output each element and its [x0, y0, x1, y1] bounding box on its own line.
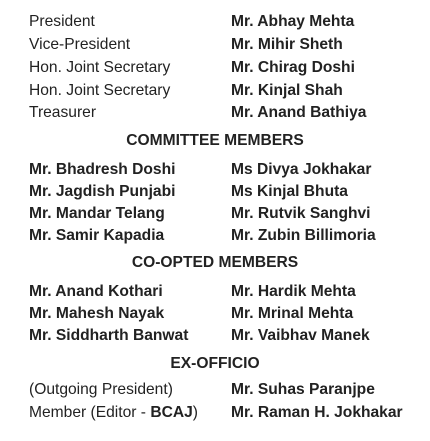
officer-name: Mr. Abhay Mehta: [231, 13, 355, 30]
role-suffix: ): [192, 404, 198, 421]
member-name: Mr. Zubin Billimoria: [231, 227, 376, 244]
officer-row-joint-secretary-2: [0, 80, 430, 102]
ex-officio-role: (Outgoing President): [29, 381, 173, 398]
member-name: Mr. Siddharth Banwat: [29, 327, 189, 344]
officer-role: Hon. Joint Secretary: [29, 59, 171, 76]
committee-row: [0, 159, 430, 181]
member-name: Ms Kinjal Bhuta: [231, 183, 348, 200]
officer-role: Hon. Joint Secretary: [29, 82, 171, 99]
officer-row-treasurer: [0, 102, 430, 124]
member-name: Mr. Samir Kapadia: [29, 227, 165, 244]
officer-row-joint-secretary-1: [0, 57, 430, 79]
committee-row: [0, 181, 430, 203]
ex-officio-row: [0, 402, 430, 424]
officer-name: Mr. Anand Bathiya: [231, 104, 367, 121]
officer-name: Mr. Mihir Sheth: [231, 36, 343, 53]
member-name: Mr. Rutvik Sanghvi: [231, 205, 371, 222]
co-opted-row: [0, 325, 430, 347]
member-name: Mr. Mrinal Mehta: [231, 305, 354, 322]
committee-members-heading: COMMITTEE MEMBERS: [126, 132, 304, 149]
officer-role: Vice-President: [29, 36, 131, 53]
officer-name: Mr. Kinjal Shah: [231, 82, 343, 99]
ex-officio-name: Mr. Suhas Paranjpe: [231, 381, 375, 398]
member-name: Mr. Anand Kothari: [29, 283, 163, 300]
officer-role: Treasurer: [29, 104, 97, 121]
journal-abbreviation: BCAJ: [150, 404, 193, 421]
officer-name: Mr. Chirag Doshi: [231, 59, 355, 76]
role-prefix: Member (Editor -: [29, 404, 151, 421]
co-opted-row: [0, 281, 430, 303]
officer-row-president: [0, 11, 430, 33]
ex-officio-role: [29, 402, 198, 424]
co-opted-members-heading: CO-OPTED MEMBERS: [131, 254, 299, 271]
committee-row: [0, 225, 430, 247]
member-name: Ms Divya Jokhakar: [231, 161, 372, 178]
officer-row-vice-president: [0, 34, 430, 56]
ex-officio-row: [0, 379, 430, 401]
ex-officio-name: Mr. Raman H. Jokhakar: [231, 404, 403, 421]
co-opted-row: [0, 303, 430, 325]
member-name: Mr. Hardik Mehta: [231, 283, 356, 300]
officer-role: President: [29, 13, 95, 30]
member-name: Mr. Bhadresh Doshi: [29, 161, 176, 178]
member-name: Mr. Mahesh Nayak: [29, 305, 165, 322]
member-name: Mr. Jagdish Punjabi: [29, 183, 176, 200]
member-name: Mr. Mandar Telang: [29, 205, 165, 222]
ex-officio-heading: EX-OFFICIO: [170, 355, 260, 372]
committee-row: [0, 203, 430, 225]
member-name: Mr. Vaibhav Manek: [231, 327, 370, 344]
